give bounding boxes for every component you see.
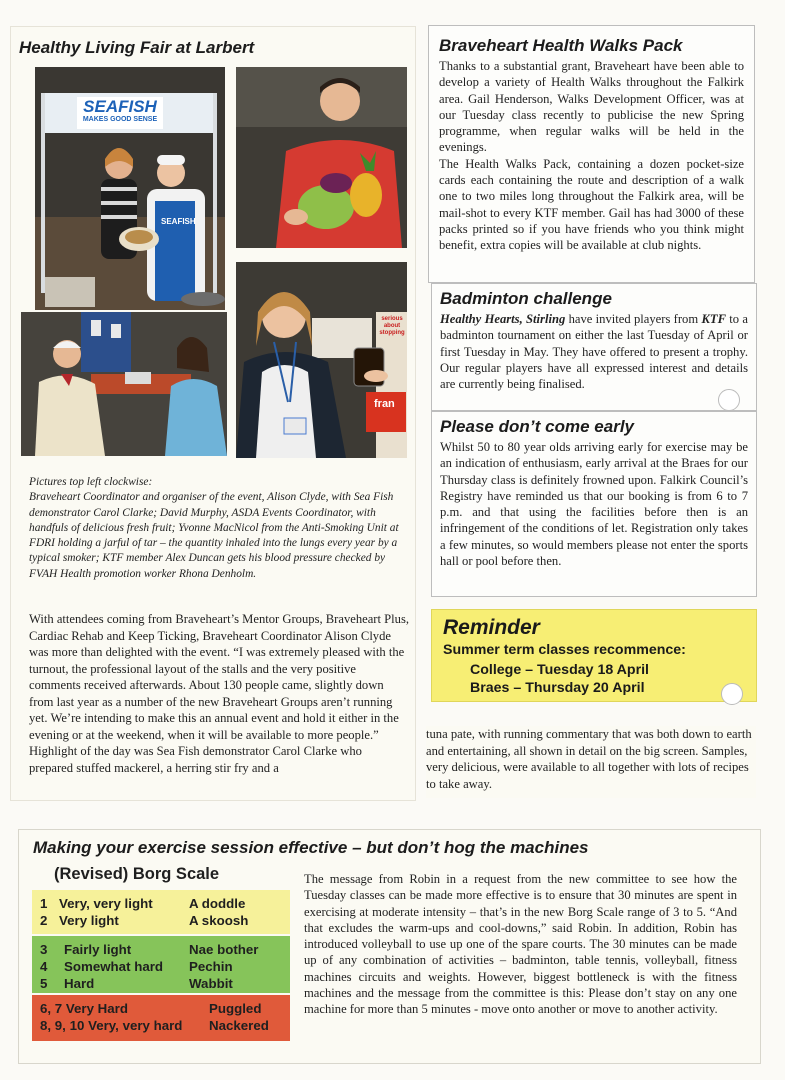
photo-tar-jar [236,262,407,458]
exercise-session-panel [18,829,761,1064]
seafish-banner-brand: SEAFISH [83,97,157,116]
borg-row-2 [40,913,119,928]
fair-article-body: With attendees coming from Braveheart’s Mentor Groups, Braveheart Plus, Cardiac Rehab and Keep Ticking, Braveheart Coordinator Alison Clyde was more than delighted with the event. “I was extremely pleased with the turnout, the professional layout of the stalls and the very positive comments received afterwards. About 130 people came, slightly down from last year as a number of the new Braveheart Groups aren’t running yet. We’re intending to make this an annual event and hold it either in the evening or at the weekend, when it will be available to more people.” Highlight of the day was Sea Fish demonstrator Carol Clarke who prepared stuffed mackerel, a herring stir fry and a [29,612,410,775]
reminder-box [431,609,757,702]
exercise-session-title: Making your exercise session effective – but don’t hog the machines [33,838,589,857]
borg-row-1-scots: A doddle [189,896,246,911]
badminton-title: Badminton challenge [440,289,612,308]
tar-jar-illustration [236,262,407,458]
reminder-title: Reminder [443,616,540,639]
borg-level: 4 [40,959,48,974]
badminton-rest: to a badminton tournament on either the last Tuesday of April or first Tuesday in May. They have offered to present a trophy. Our regular players have all expressed interest and details are currently being finalised. [440,312,749,392]
health-walks-para-1: Thanks to a substantial grant, Braveheart have been able to develop a variety of Health Walks throughout the Falkirk area. Gail Henderson, Walks Development Officer, was at our Tuesday class recently to publicise the new Spring programme, when regular walks will be held in the evenings. [439,59,744,155]
healthy-living-fair-panel [10,26,416,801]
fair-title: Healthy Living Fair at Larbert [19,38,255,57]
apron-text: SEAFISH [161,217,196,226]
reminder-line-1: Summer term classes recommence: [443,642,686,658]
badminton-lead: Healthy Hearts, Stirling [440,312,566,326]
badminton-ktf: KTF [701,312,726,326]
poster-serious-about-stopping: serious about stopping [379,316,405,336]
punch-hole [718,389,740,411]
health-walks-title: Braveheart Health Walks Pack [439,36,683,55]
come-early-box [431,411,757,597]
fair-article-continuation: tuna pate, with running commentary that was both down to earth and entertaining, all shown in detail on the big screen. Samples, very delicious, were available to all together with lots of recipes to take away. [426,726,756,798]
punch-hole-reminder [721,683,743,705]
borg-row-1 [40,896,153,911]
borg-level: 2 [40,913,48,928]
exercise-session-text: The message from Robin in a request from the new committee to see how the Tuesday classes can be made more effective is to ensure that 30 minutes are spent in exercising at moderate intensity – that’s in the new Borg Scale range of 3 to 5. “And that excludes the warm-ups and cool-downs,” said Robin. In addition, Robin has introduced volleyball to use up one of the spare courts. The 30 minutes can be made up of any combination of activities – badminton, table tennis, volleyball, fitness machines circuits and weights. However, biggest bottleneck is with the fitness machines and the message from the committee is this: Please don’t stay on any one machine for more than 5 minutes - move onto another or move to another activity. [304,872,737,1017]
borg-row-4 [40,959,163,974]
badminton-box [431,283,757,411]
borg-row-3 [40,942,131,957]
borg-scale-title: (Revised) Borg Scale [54,865,220,883]
photo-caption [29,475,409,582]
borg-row-4-scots: Pechin [189,959,233,974]
seafish-banner [77,97,163,123]
borg-desc: Very light [59,913,119,928]
borg-row-5-scots: Wabbit [189,976,233,991]
borg-level: 8, 9, 10 [40,1018,85,1033]
caption-intro: Pictures top left clockwise: [29,476,153,488]
health-walks-box [428,25,755,283]
blood-pressure-illustration [21,312,227,456]
come-early-text: Whilst 50 to 80 year olds arriving early for exercise may be an indication of enthusiasm, early arrival at the Braes for our Thursday class is definitely frowned upon. Falkirk Council’s Registry have reminded us that our booking is from 6 to 7 p.m. and that using the facilities before then is an infringement of the conditions of let. Registration only takes a few minutes, so would members please not enter the sports hall or pool before then. [440,440,748,569]
borg-row-2-scots: A skoosh [189,913,249,928]
fruit-man-illustration [236,67,407,248]
borg-level: 1 [40,896,48,911]
photo-fruit-man [236,67,407,248]
borg-desc: Very Hard [65,1001,128,1016]
health-walks-para-2: The Health Walks Pack, containing a dozen pocket-size cards each containing the route and description of a walk one to two miles long throughout the Falkirk area, will be mail-shot to every KTF member. Gail has had 3000 of these packs printed so if you have friends who you think might benefit, extra copies will be available at club nights. [439,156,744,253]
borg-row-5 [40,976,94,991]
borg-desc: Very, very light [59,896,153,911]
borg-level: 6, 7 [40,1001,63,1016]
borg-row-6-7-scots: Puggled [209,1001,262,1016]
badminton-text [440,311,748,392]
borg-level: 3 [40,942,48,957]
borg-row-6-7 [40,1001,128,1016]
photo-seafish-stall [35,67,225,310]
badminton-mid: have invited players from [565,312,702,326]
borg-desc: Somewhat hard [64,959,164,974]
borg-desc: Very, very hard [88,1018,183,1033]
reminder-line-3: Braes – Thursday 20 April [470,680,645,696]
come-early-title: Please don’t come early [440,417,635,436]
borg-row-8-10 [40,1018,182,1033]
reminder-line-2: College – Tuesday 18 April [470,662,649,678]
borg-scale-table [32,890,290,1043]
borg-row-3-scots: Nae bother [189,942,259,957]
seafish-banner-tagline: MAKES GOOD SENSE [82,116,158,123]
caption-body: Braveheart Coordinator and organiser of the event, Alison Clyde, with Sea Fish demonstrator Carol Clarke; David Murphy, ASDA Events Coordinator, with handfuls of delicious fresh fruit; Yvonne MacNicol from the Anti-Smoking Unit at FDRI holding a jarful of tar – the quantity inhaled into the lungs every year by a typical smoker; KTF member Alex Duncan gets his blood pressure checked by FVAH Health promotion worker Rhona Denholm. [29,491,399,580]
photo-blood-pressure [21,312,227,456]
borg-level: 5 [40,976,48,991]
borg-desc: Hard [64,976,95,991]
borg-desc: Fairly light [64,942,132,957]
poster-fran: fran [374,398,395,410]
borg-row-8-10-scots: Nackered [209,1018,269,1033]
